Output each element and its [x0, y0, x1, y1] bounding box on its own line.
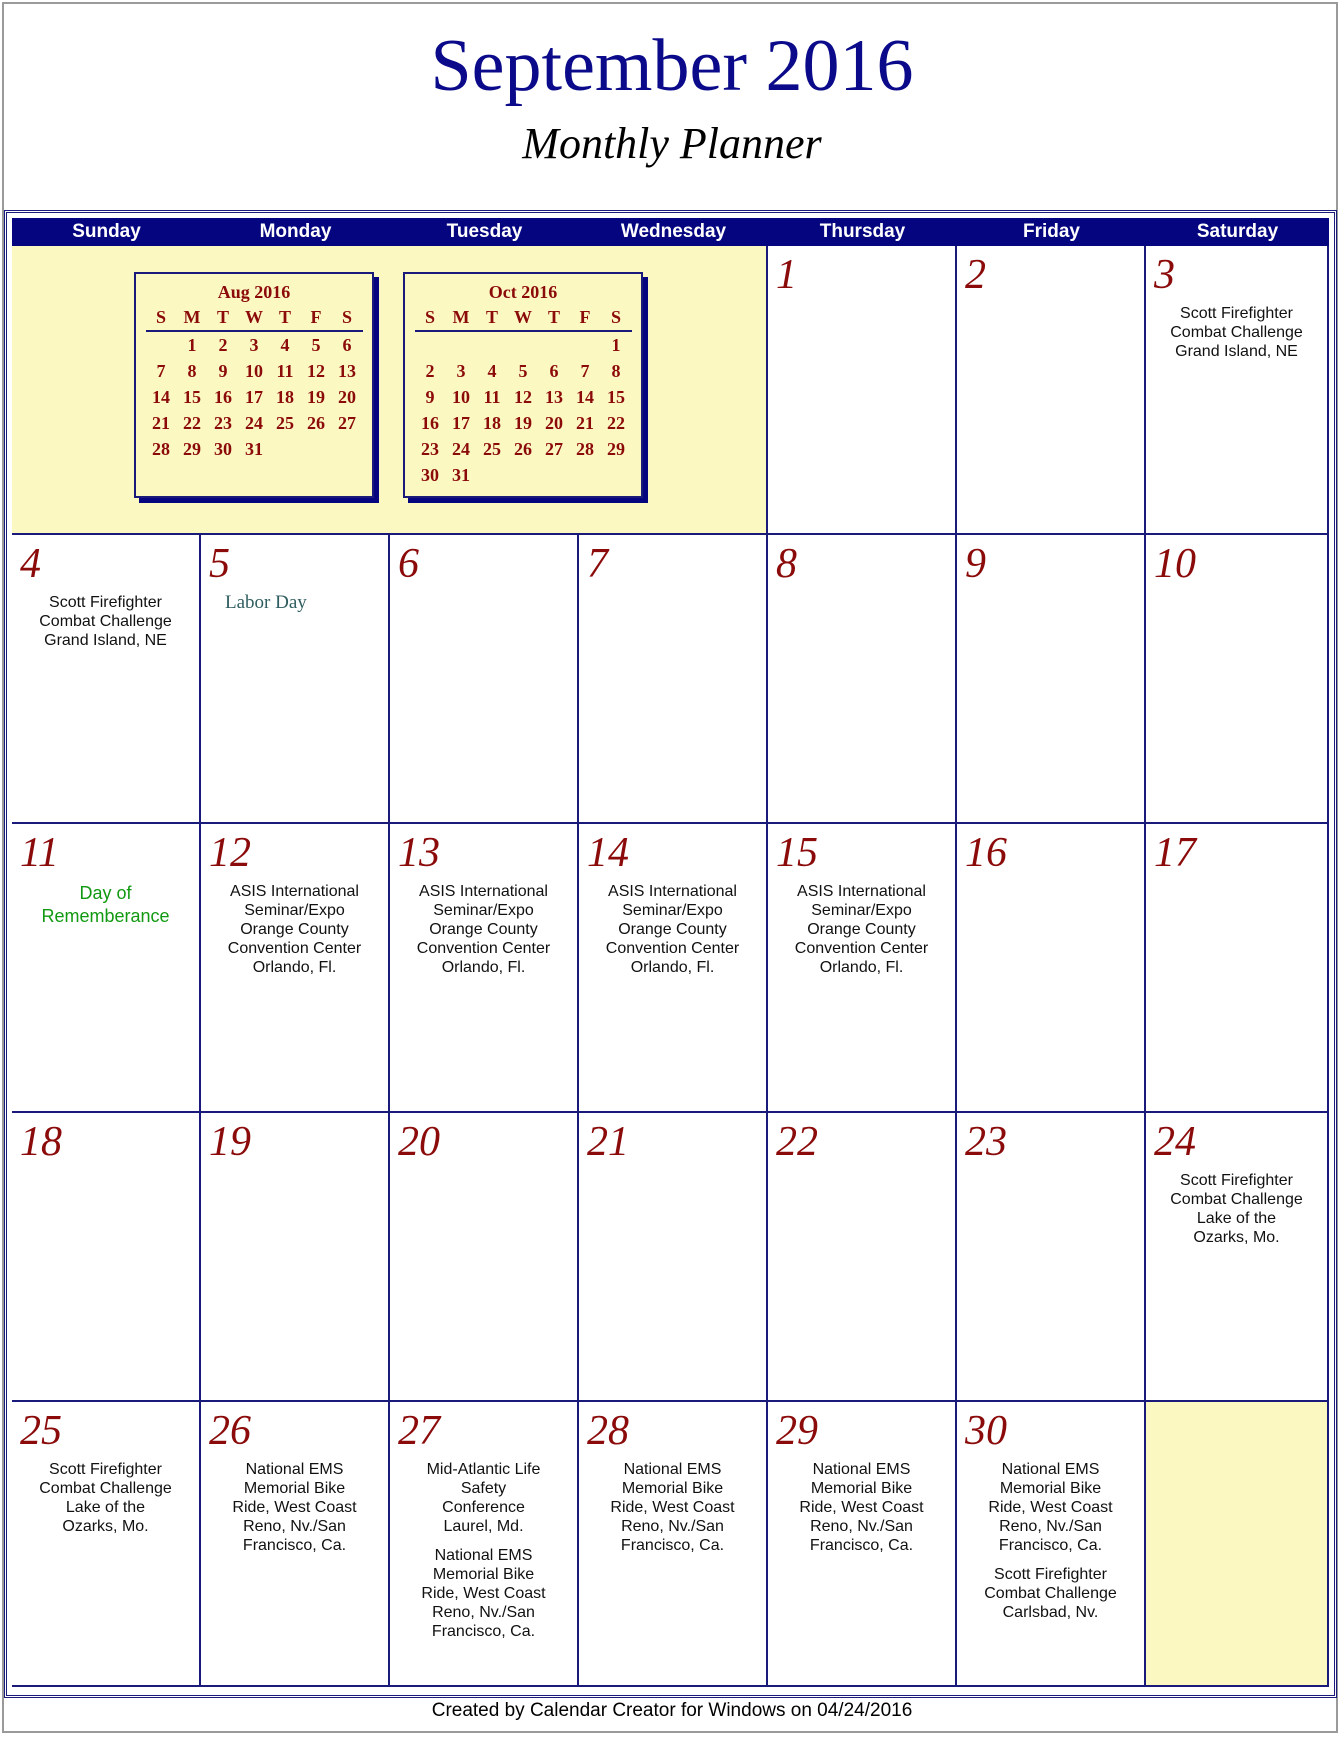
mini-day: 2: [218, 334, 228, 355]
weekday-wednesday: Wednesday: [620, 221, 727, 242]
mini-day: 7: [580, 360, 590, 381]
day-number: 30: [965, 1408, 1007, 1454]
day-cell-11[interactable]: [12, 824, 201, 1113]
mini-day: 28: [152, 438, 170, 459]
calendar: [4, 210, 1337, 1698]
mini-day: 2: [425, 360, 435, 381]
mini-day: [446, 331, 477, 358]
mini-day: 8: [611, 360, 621, 381]
mini-day: 10: [245, 360, 263, 381]
day-cell-19[interactable]: [201, 1113, 390, 1402]
mini-day: 21: [576, 412, 594, 433]
day-cell-13[interactable]: [390, 824, 579, 1113]
day-cell-27[interactable]: [390, 1402, 579, 1687]
day-number: 25: [20, 1408, 62, 1454]
day-events: [579, 882, 766, 987]
day-number: 19: [209, 1119, 251, 1165]
mini-weekday-header: T: [208, 305, 239, 331]
day-events: [390, 882, 577, 987]
event-text: ASIS International Seminar/Expo Orange County Convention Center Orlando, Fl.: [605, 883, 740, 976]
event-text: National EMS Memorial Bike Ride, West Coast Reno, Nv./San Francisco, Ca.: [610, 1461, 735, 1554]
day-cell-16[interactable]: [957, 824, 1146, 1113]
mini-day: 14: [152, 386, 170, 407]
day-cell-25[interactable]: [12, 1402, 201, 1687]
day-cell-22[interactable]: [768, 1113, 957, 1402]
holiday-label: Day of Rememberance: [41, 883, 170, 926]
calendar-grid: [12, 246, 1329, 1687]
mini-day: 5: [311, 334, 321, 355]
mini-weekday-header: M: [177, 305, 208, 331]
day-number: 8: [776, 541, 797, 587]
day-cell-20[interactable]: [390, 1113, 579, 1402]
mini-day: [270, 436, 301, 462]
day-events: [1146, 304, 1327, 371]
mini-day: [570, 331, 601, 358]
mini-day: 17: [452, 412, 470, 433]
day-cell-2[interactable]: [957, 246, 1146, 535]
day-number: 10: [1154, 541, 1196, 587]
mini-day: [601, 462, 632, 488]
mini-weekday-header: F: [570, 305, 601, 331]
mini-day: 12: [307, 360, 325, 381]
day-cell-14[interactable]: [579, 824, 768, 1113]
mini-day: 25: [276, 412, 294, 433]
day-number: 28: [587, 1408, 629, 1454]
day-number: 17: [1154, 830, 1196, 876]
mini-day: 16: [421, 412, 439, 433]
mini-calendar-prev: [134, 272, 374, 498]
mini-day: [508, 331, 539, 358]
mini-day: [477, 331, 508, 358]
day-number: 18: [20, 1119, 62, 1165]
mini-weekday-header: T: [477, 305, 508, 331]
mini-day: 9: [218, 360, 228, 381]
day-number: 4: [20, 541, 41, 587]
day-number: 27: [398, 1408, 440, 1454]
day-events: [957, 1460, 1144, 1632]
mini-day: 27: [545, 438, 563, 459]
mini-day: 6: [342, 334, 352, 355]
day-number: 20: [398, 1119, 440, 1165]
mini-day: 16: [214, 386, 232, 407]
mini-day: [477, 462, 508, 488]
blank-leading-cells: [12, 246, 768, 535]
mini-day: 4: [280, 334, 290, 355]
mini-weekday-header: S: [601, 305, 632, 331]
mini-day: 12: [514, 386, 532, 407]
mini-calendar-next: [403, 272, 643, 498]
day-cell-18[interactable]: [12, 1113, 201, 1402]
day-events: [12, 1460, 199, 1546]
day-number: 16: [965, 830, 1007, 876]
mini-day: 20: [338, 386, 356, 407]
day-cell-30[interactable]: [957, 1402, 1146, 1687]
mini-calendar-prev-title: Aug 2016: [217, 282, 291, 302]
mini-weekday-header: S: [332, 305, 363, 331]
day-number: 1: [776, 252, 797, 298]
mini-weekday-header: S: [415, 305, 446, 331]
day-number: 7: [587, 541, 608, 587]
mini-day: 7: [156, 360, 166, 381]
day-number: 14: [587, 830, 629, 876]
weekday-header: [12, 218, 1329, 246]
mini-day: 29: [607, 438, 625, 459]
mini-day: 3: [456, 360, 466, 381]
mini-day: 4: [487, 360, 497, 381]
footer-credit: Created by Calendar Creator for Windows on 04/24/2016: [431, 1700, 913, 1721]
mini-day: 8: [187, 360, 197, 381]
day-events: [12, 593, 199, 660]
day-number: 22: [776, 1119, 818, 1165]
day-cell-3[interactable]: [1146, 246, 1329, 535]
day-cell-5[interactable]: [201, 535, 390, 824]
event-text: Scott Firefighter Combat Challenge Lake of the Ozarks, Mo.: [1170, 1172, 1303, 1246]
day-number: 21: [587, 1119, 629, 1165]
mini-day: 3: [249, 334, 259, 355]
mini-day: 27: [338, 412, 356, 433]
mini-day: 28: [576, 438, 594, 459]
day-events: [390, 1460, 577, 1651]
day-number: 23: [965, 1119, 1007, 1165]
event-text: ASIS International Seminar/Expo Orange County Convention Center Orlando, Fl.: [794, 883, 929, 976]
mini-day: [539, 331, 570, 358]
mini-day: 6: [549, 360, 559, 381]
mini-day: 14: [576, 386, 594, 407]
mini-day: 13: [545, 386, 563, 407]
mini-day: 26: [514, 438, 532, 459]
event-text: ASIS International Seminar/Expo Orange County Convention Center Orlando, Fl.: [416, 883, 551, 976]
event-text: National EMS Memorial Bike Ride, West Coast Reno, Nv./San Francisco, Ca.: [232, 1461, 357, 1554]
day-number: 13: [398, 830, 440, 876]
day-events: [579, 1460, 766, 1565]
mini-day: 26: [307, 412, 325, 433]
mini-day: [332, 436, 363, 462]
day-cell-12[interactable]: [201, 824, 390, 1113]
mini-weekday-header: W: [508, 305, 539, 331]
day-cell-8[interactable]: [768, 535, 957, 824]
mini-day: 5: [518, 360, 528, 381]
blank-trailing-cell: [1146, 1402, 1329, 1687]
mini-weekday-header: T: [539, 305, 570, 331]
day-cell-4[interactable]: [12, 535, 201, 824]
mini-day: 9: [425, 386, 435, 407]
mini-day: 18: [276, 386, 294, 407]
mini-day: 13: [338, 360, 356, 381]
mini-day: [415, 331, 446, 358]
mini-day: [301, 436, 332, 462]
mini-day: 18: [483, 412, 501, 433]
event-text: National EMS Memorial Bike Ride, West Coast Reno, Nv./San Francisco, Ca.: [988, 1461, 1113, 1554]
mini-day: 11: [276, 360, 294, 381]
weekday-tuesday: Tuesday: [446, 221, 523, 242]
day-number: 29: [776, 1408, 818, 1454]
mini-day: 30: [421, 464, 439, 485]
mini-day: 23: [421, 438, 439, 459]
day-cell-9[interactable]: [957, 535, 1146, 824]
event-text: Mid-Atlantic Life Safety Conference Laurel, Md.: [426, 1461, 541, 1535]
day-events: [768, 882, 955, 987]
mini-day: 31: [245, 438, 263, 459]
day-events: [12, 882, 199, 938]
day-number: 15: [776, 830, 818, 876]
mini-day: 15: [607, 386, 625, 407]
mini-day: 29: [183, 438, 201, 459]
mini-weekday-header: S: [146, 305, 177, 331]
event-text: National EMS Memorial Bike Ride, West Coast Reno, Nv./San Francisco, Ca.: [421, 1547, 546, 1640]
day-number: 5: [209, 541, 230, 587]
day-number: 3: [1154, 252, 1175, 298]
mini-day: [146, 331, 177, 358]
mini-day: 15: [183, 386, 201, 407]
mini-weekday-header: T: [270, 305, 301, 331]
event-text: National EMS Memorial Bike Ride, West Coast Reno, Nv./San Francisco, Ca.: [799, 1461, 924, 1554]
mini-weekday-header: M: [446, 305, 477, 331]
day-cell-7[interactable]: [579, 535, 768, 824]
day-number: 26: [209, 1408, 251, 1454]
mini-day: 31: [452, 464, 470, 485]
day-number: 6: [398, 541, 419, 587]
event-text: Scott Firefighter Combat Challenge Carlsbad, Nv.: [984, 1566, 1117, 1621]
mini-day: 11: [483, 386, 501, 407]
day-cell-28[interactable]: [579, 1402, 768, 1687]
mini-day: [539, 462, 570, 488]
event-text: Scott Firefighter Combat Challenge Grand Island, NE: [39, 594, 172, 649]
day-cell-17[interactable]: [1146, 824, 1329, 1113]
mini-day: [570, 462, 601, 488]
mini-day: 20: [545, 412, 563, 433]
day-cell-23[interactable]: [957, 1113, 1146, 1402]
day-events: [201, 882, 388, 987]
mini-day: 1: [611, 334, 621, 355]
weekday-monday: Monday: [259, 221, 332, 242]
day-events: [201, 593, 388, 622]
weekday-thursday: Thursday: [819, 221, 906, 242]
weekday-saturday: Saturday: [1196, 221, 1279, 242]
day-cell-29[interactable]: [768, 1402, 957, 1687]
mini-weekday-header: W: [239, 305, 270, 331]
day-number: 9: [965, 541, 986, 587]
weekday-friday: Friday: [1022, 221, 1081, 242]
weekday-sunday: Sunday: [72, 221, 141, 242]
day-cell-24[interactable]: [1146, 1113, 1329, 1402]
mini-day: 10: [452, 386, 470, 407]
mini-day: 17: [245, 386, 263, 407]
mini-day: 24: [452, 438, 470, 459]
mini-day: 21: [152, 412, 170, 433]
mini-day: 22: [183, 412, 201, 433]
day-cell-6[interactable]: [390, 535, 579, 824]
page-subtitle: Monthly Planner: [522, 119, 822, 168]
event-text: Scott Firefighter Combat Challenge Grand Island, NE: [1170, 305, 1303, 360]
day-number: 2: [965, 252, 986, 298]
mini-day: 24: [245, 412, 263, 433]
mini-day: 19: [307, 386, 325, 407]
mini-day: 1: [187, 334, 197, 355]
day-number: 12: [209, 830, 251, 876]
day-events: [1146, 1171, 1327, 1257]
day-events: [768, 1460, 955, 1565]
mini-weekday-header: F: [301, 305, 332, 331]
mini-day: 23: [214, 412, 232, 433]
day-cell-1[interactable]: [768, 246, 957, 535]
day-cell-26[interactable]: [201, 1402, 390, 1687]
event-text: ASIS International Seminar/Expo Orange County Convention Center Orlando, Fl.: [227, 883, 362, 976]
day-number: 11: [20, 830, 59, 876]
mini-day: 19: [514, 412, 532, 433]
day-cell-10[interactable]: [1146, 535, 1329, 824]
day-number: 24: [1154, 1119, 1196, 1165]
day-events: [201, 1460, 388, 1565]
day-cell-21[interactable]: [579, 1113, 768, 1402]
holiday-label: Labor Day: [225, 592, 307, 613]
mini-day: 25: [483, 438, 501, 459]
mini-day: [508, 462, 539, 488]
page-title: September 2016: [430, 25, 914, 107]
day-cell-15[interactable]: [768, 824, 957, 1113]
mini-day: 30: [214, 438, 232, 459]
mini-calendar-next-title: Oct 2016: [488, 282, 558, 302]
event-text: Scott Firefighter Combat Challenge Lake of the Ozarks, Mo.: [39, 1461, 172, 1535]
mini-day: 22: [607, 412, 625, 433]
